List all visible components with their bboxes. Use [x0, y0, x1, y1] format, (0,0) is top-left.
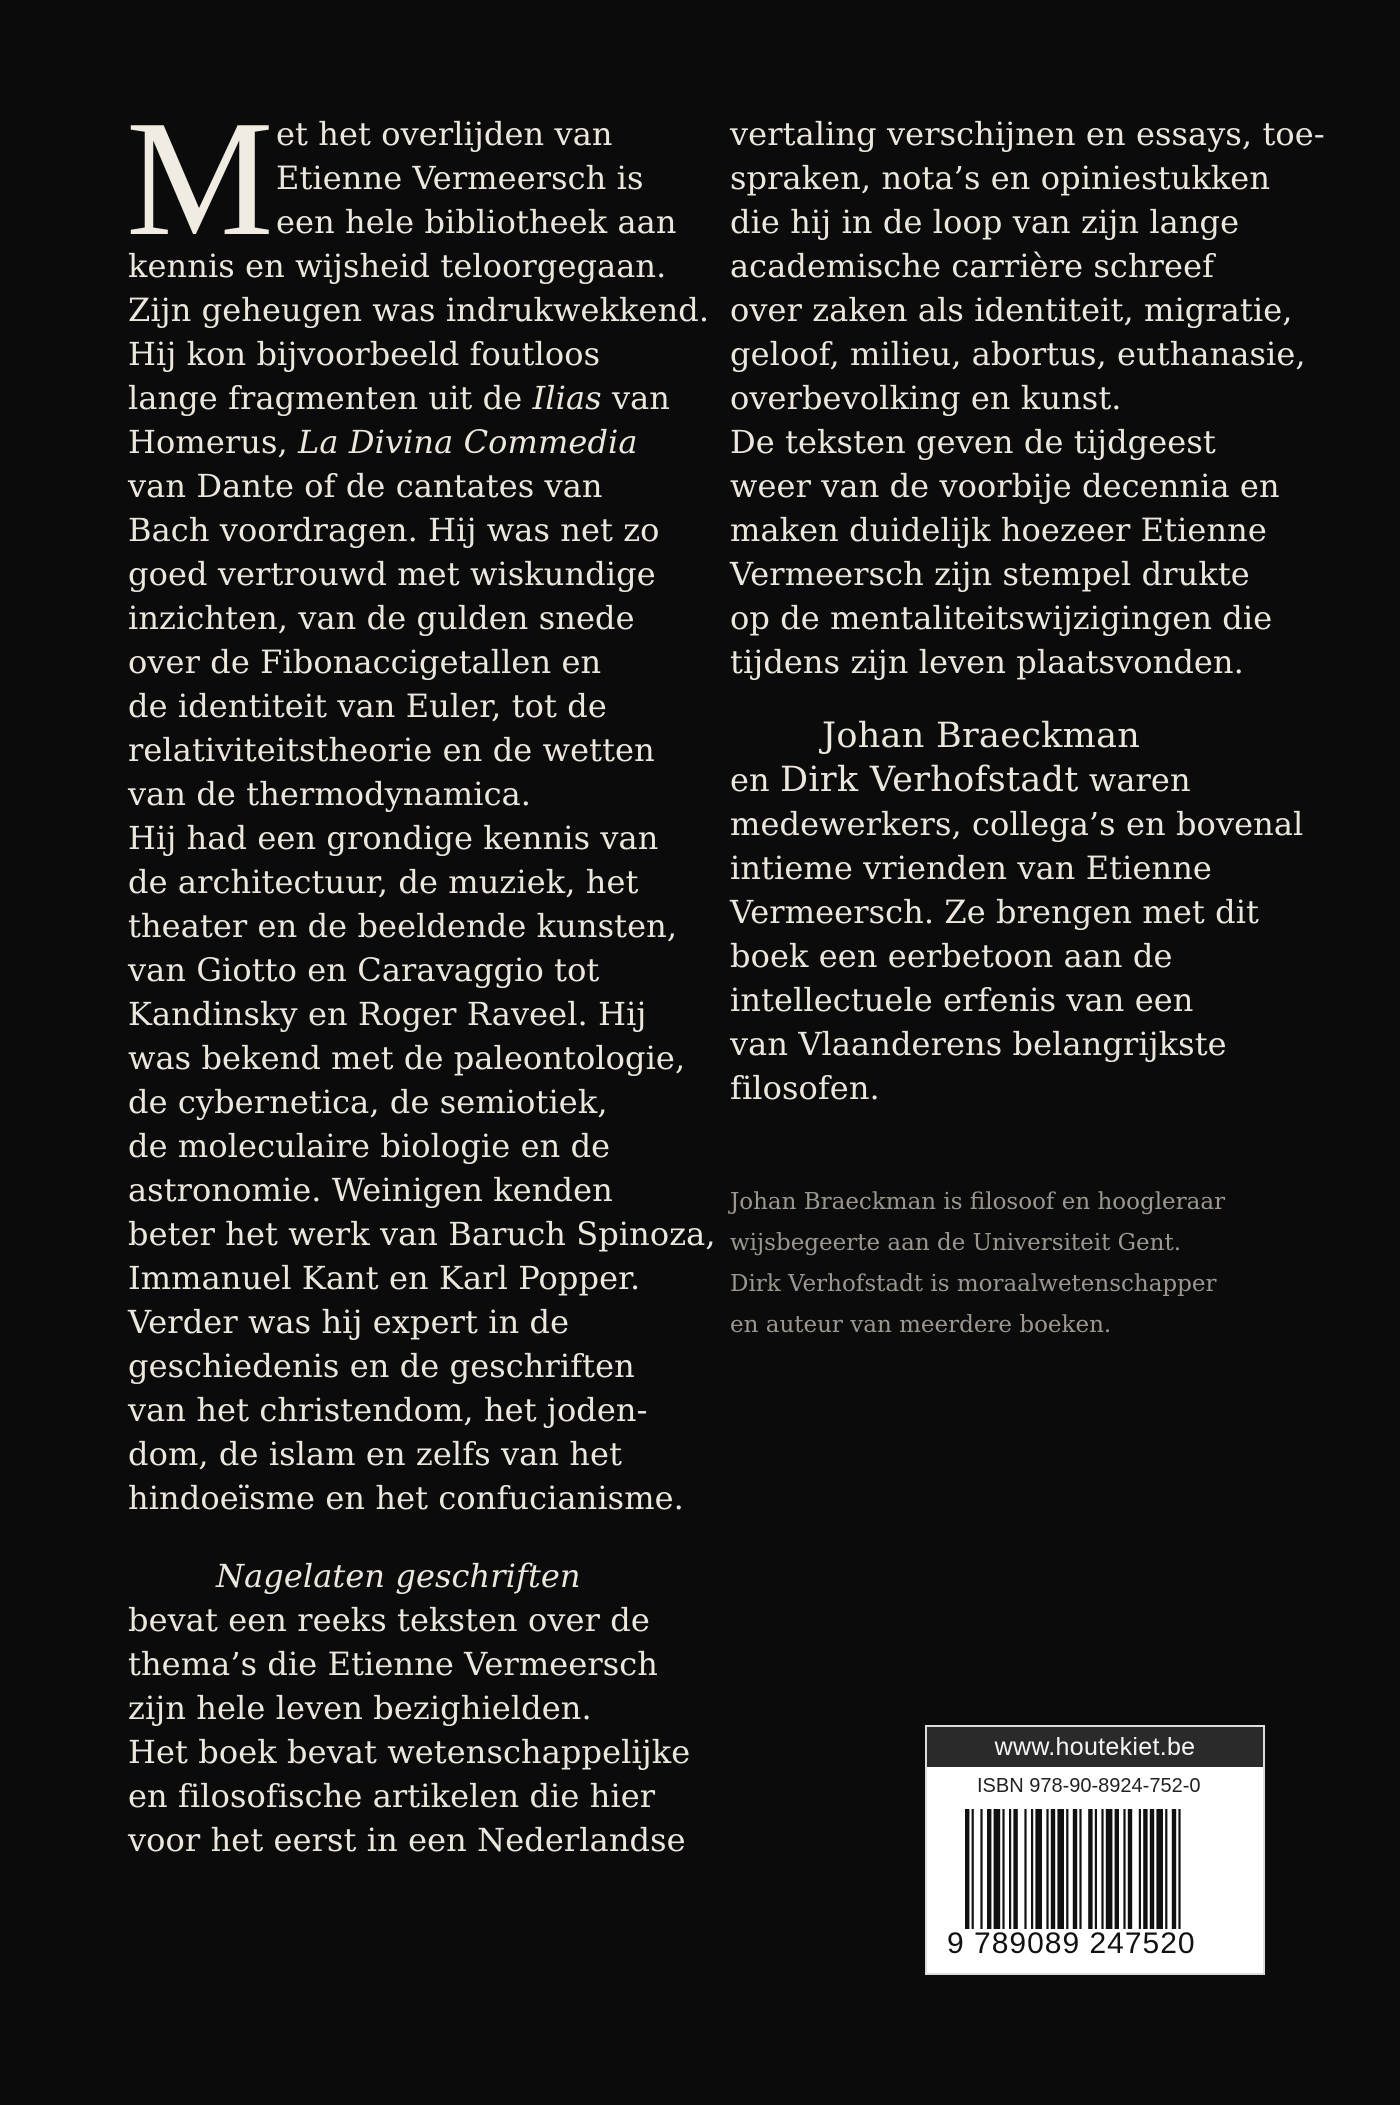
text-line: een hele bibliotheek aan: [276, 203, 677, 241]
left-column: [126, 86, 716, 1862]
text-line: over zaken als identiteit, migratie,: [730, 291, 1293, 329]
text-line: relativiteitstheorie en de wetten: [128, 731, 655, 769]
text-line: Bach voordragen. Hij was net zo: [128, 511, 660, 549]
text-line: Vermeersch zijn stempel drukte: [730, 555, 1250, 593]
text-line: beter het werk van Baruch Spinoza,: [128, 1215, 716, 1253]
text-line: [128, 420, 708, 464]
text-line: boek een eerbetoon aan de: [730, 937, 1173, 975]
barcode-icon: [965, 1809, 1255, 1929]
text-line: kennis en wijsheid teloorgegaan.: [128, 247, 667, 285]
text-line: thema’s die Etienne Vermeersch: [128, 1645, 659, 1683]
text-line: maken duidelijk hoezeer Etienne: [730, 511, 1267, 549]
text-line: de identiteit van Euler, tot de: [128, 687, 607, 725]
text-line: hindoeïsme en het confucianisme.: [128, 1479, 684, 1517]
text-fragment: lange fragmenten uit de: [128, 379, 533, 417]
text-line: de moleculaire biologie en de: [128, 1127, 611, 1165]
text-line: was bekend met de paleontologie,: [128, 1039, 686, 1077]
bio-line: en auteur van meerdere boeken.: [730, 1312, 1112, 1338]
paragraph-gap: [730, 684, 1290, 714]
text-line: geschiedenis en de geschriften: [128, 1347, 635, 1385]
text-line: astronomie. Weinigen kenden: [128, 1171, 613, 1209]
isbn-label: ISBN 978-90-8924-752-0: [977, 1775, 1201, 1797]
barcode-panel: [925, 1725, 1265, 1975]
text-fragment: van: [601, 379, 671, 417]
drop-cap: M: [126, 86, 274, 270]
text-line: academische carrière schreef: [730, 247, 1215, 285]
text-line: Zijn geheugen was indrukwekkend.: [128, 291, 710, 329]
text-line: Hij had een grondige kennis van: [128, 819, 659, 857]
text-line: [730, 758, 1290, 802]
text-line: en filosofische artikelen die hier: [128, 1777, 656, 1815]
text-line: spraken, nota’s en opiniestukken: [730, 159, 1271, 197]
text-line: van Giotto en Caravaggio tot: [128, 951, 600, 989]
text-line: op de mentaliteitswijzigingen die: [730, 599, 1273, 637]
text-line: Immanuel Kant en Karl Popper.: [128, 1259, 641, 1297]
text-line: zijn hele leven bezighielden.: [128, 1689, 592, 1727]
text-line: dom, de islam en zelfs van het: [128, 1435, 623, 1473]
text-line: Het boek bevat wetenschappelijke: [128, 1733, 691, 1771]
text-line: over de Fibonaccigetallen en: [128, 643, 602, 681]
text-line: van de thermodynamica.: [128, 775, 532, 813]
text-line: et het overlijden van: [276, 115, 613, 153]
bio-line: Johan Braeckman is filosoof en hoogleraar: [730, 1189, 1226, 1215]
text-line: geloof, milieu, abortus, euthanasie,: [730, 335, 1306, 373]
publisher-url: www.houtekiet.be: [927, 1727, 1263, 1767]
text-line: de cybernetica, de semiotiek,: [128, 1083, 608, 1121]
text-fragment: waren: [1078, 761, 1191, 799]
italic-title: Ilias: [532, 379, 602, 417]
text-line: de architectuur, de muziek, het: [128, 863, 639, 901]
text-line: Etienne Vermeersch is: [276, 159, 644, 197]
text-line: van Dante of de cantates van: [128, 467, 603, 505]
text-line: Vermeersch. Ze brengen met dit: [730, 893, 1259, 931]
text-line: medewerkers, collega’s en bovenal: [730, 805, 1304, 843]
text-line: inzichten, van de gulden snede: [128, 599, 635, 637]
text-line: intieme vrienden van Etienne: [730, 849, 1212, 887]
barcode-number: 9 789089 247520: [947, 1927, 1196, 1960]
text-line: van Vlaanderens belangrijkste: [730, 1025, 1227, 1063]
text-line: die hij in de loop van zijn lange: [730, 203, 1240, 241]
book-title: Nagelaten geschriften: [216, 1557, 581, 1595]
bio-line: wijsbegeerte aan de Universiteit Gent.: [730, 1230, 1182, 1256]
text-line: [128, 376, 708, 420]
text-line: vertaling verschijnen en essays, toe-: [730, 115, 1325, 153]
text-fragment: Homerus,: [128, 423, 299, 461]
paragraph-gap: [128, 1520, 708, 1554]
bio-line: Dirk Verhofstadt is moraalwetenschapper: [730, 1271, 1217, 1297]
text-line: goed vertrouwd met wiskundige: [128, 555, 656, 593]
right-column: [730, 112, 1325, 1110]
text-line: tijdens zijn leven plaatsvonden.: [730, 643, 1244, 681]
text-line: theater en de beeldende kunsten,: [128, 907, 678, 945]
author-bio: [730, 1182, 1290, 1346]
text-line: Hij kon bijvoorbeeld foutloos: [128, 335, 601, 373]
text-line: filosofen.: [730, 1069, 880, 1107]
italic-title: La Divina Commedia: [298, 423, 638, 461]
author-name: Johan Braeckman: [822, 716, 1141, 756]
text-fragment: en: [730, 761, 781, 799]
text-line: Kandinsky en Roger Raveel. Hij: [128, 995, 647, 1033]
text-line: voor het eerst in een Nederlandse: [128, 1821, 686, 1859]
text-line: bevat een reeks teksten over de: [128, 1601, 650, 1639]
text-line: weer van de voorbije decennia en: [730, 467, 1280, 505]
text-line: overbevolking en kunst.: [730, 379, 1122, 417]
text-line: intellectuele erfenis van een: [730, 981, 1194, 1019]
text-line: van het christendom, het joden-: [128, 1391, 648, 1429]
author-name: Dirk Verhofstadt: [780, 760, 1079, 800]
text-line: Verder was hij expert in de: [128, 1303, 570, 1341]
text-line: De teksten geven de tijdgeest: [730, 423, 1216, 461]
